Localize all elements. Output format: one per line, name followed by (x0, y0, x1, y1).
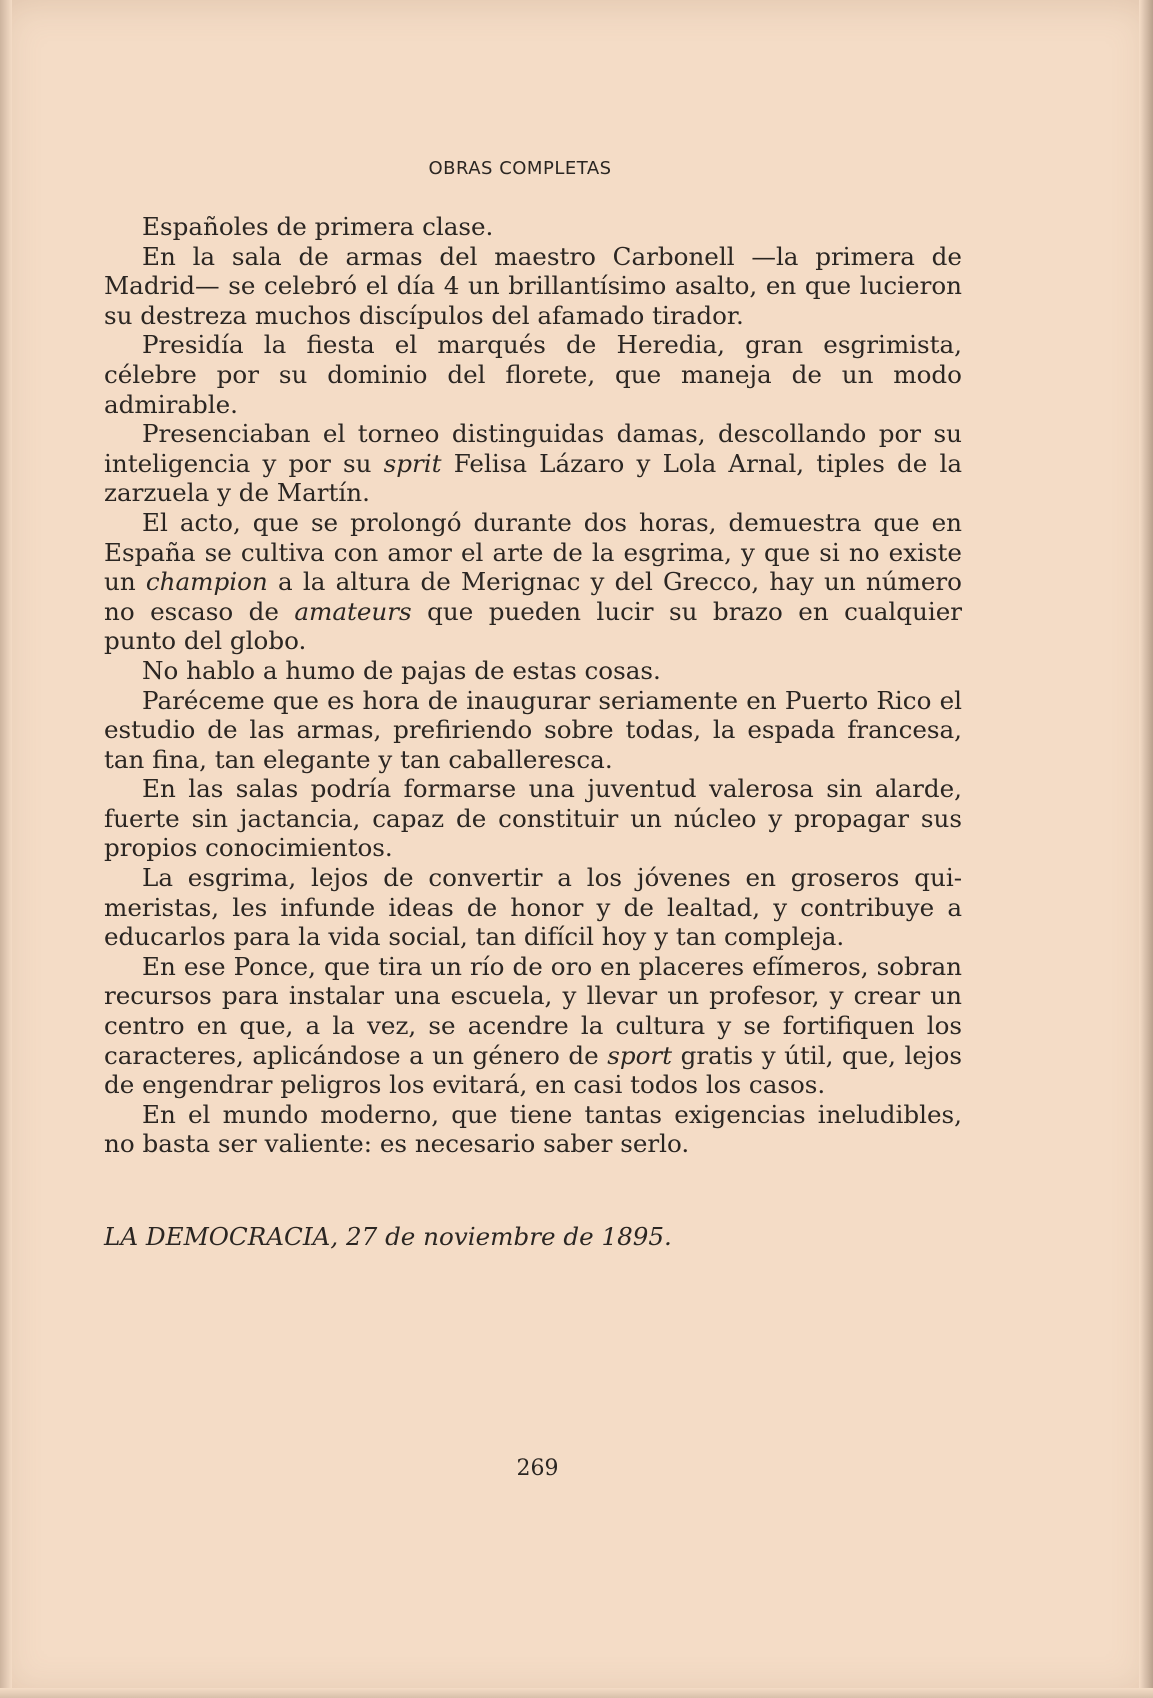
text-segment: En las salas podría formarse una juventud valerosa sin alarde, fuerte sin jactancia, capaz de constituir un núcleo y propagar sus propios conocimientos. (104, 774, 962, 863)
text-segment: Paréceme que es hora de inaugurar seriamente en Puerto Rico el estudio de las armas, prefiriendo sobre todas, la espada francesa, tan fina, tan elegante y tan caballeresca. (104, 685, 962, 774)
paragraph (104, 863, 962, 952)
paragraph (104, 419, 962, 508)
article-body (104, 212, 962, 1159)
text-segment: Presenciaban el torneo distinguidas damas, descollando por su inteligencia y por su (104, 419, 962, 478)
text-segment: El acto, que se prolongó durante dos horas, demuestra que en España se cultiva con amor el arte de la esgrima, y que si no existe un (104, 507, 962, 597)
text-segment: En la sala de armas del maestro Carbonell —la primera de Madrid— se celebró el día 4 un brillantísimo asalto, en que lucieron su destreza muchos discípulos del afamado tirador. (104, 241, 962, 330)
text-segment: No hablo a humo de pajas de estas cosas. (142, 655, 661, 685)
text-segment: En el mundo moderno, que tiene tantas exigencias ineludibles, no basta ser valiente: es necesario saber serlo. (104, 1099, 962, 1159)
source-citation: LA DEMOCRACIA, 27 de noviembre de 1895. (104, 1222, 672, 1251)
text-segment: gratis y útil, que, lejos de engendrar peligros los evitará, en casi todos los casos. (104, 1040, 962, 1100)
text-segment: La esgrima, lejos de convertir a los jóvenes en groseros quimeristas, les infunde ideas de honor y de lealtad, y contribuye a educarlos para la vida social, tan difícil hoy y tan compleja. (104, 863, 962, 952)
scan-edge-left (0, 0, 12, 1698)
scan-edge-bottom (0, 1688, 1153, 1698)
text-segment: Felisa Lázaro y Lola Arnal, tiples de la zarzuela y de Martín. (104, 448, 962, 508)
italic-term: amateurs (294, 596, 412, 626)
text-segment: Presidía la fiesta el marqués de Heredia, gran esgrimista, célebre por su dominio del florete, que maneja de un modo admirable. (104, 330, 962, 419)
paragraph (104, 242, 962, 331)
text-segment: que pueden lucir su brazo en cualquier punto del globo. (104, 596, 963, 656)
scan-edge-right (1139, 0, 1153, 1698)
running-head: OBRAS COMPLETAS (428, 158, 612, 179)
italic-term: sport (607, 1040, 673, 1070)
text-segment: a la altura de Merignac y del Grecco, hay un número no escaso de (104, 567, 962, 626)
italic-term: sprit (383, 448, 442, 478)
paragraph (104, 330, 962, 419)
paragraph (104, 212, 962, 242)
paragraph (104, 508, 962, 656)
text-segment: Españoles de primera clase. (142, 212, 494, 241)
italic-term: champion (145, 567, 268, 597)
paragraph (104, 686, 962, 775)
page-number: 269 (516, 1456, 559, 1481)
paragraph (104, 952, 962, 1100)
paragraph (104, 1100, 962, 1159)
text-segment: En ese Ponce, que tira un río de oro en placeres efímeros, sobran recursos para instalar una escuela, y llevar un profesor, y crear un centro en que, a la vez, se acendre la cultura y se fortifiquen los caracteres, aplicándose a un género de (104, 951, 962, 1070)
paragraph (104, 656, 962, 686)
paragraph (104, 774, 962, 863)
